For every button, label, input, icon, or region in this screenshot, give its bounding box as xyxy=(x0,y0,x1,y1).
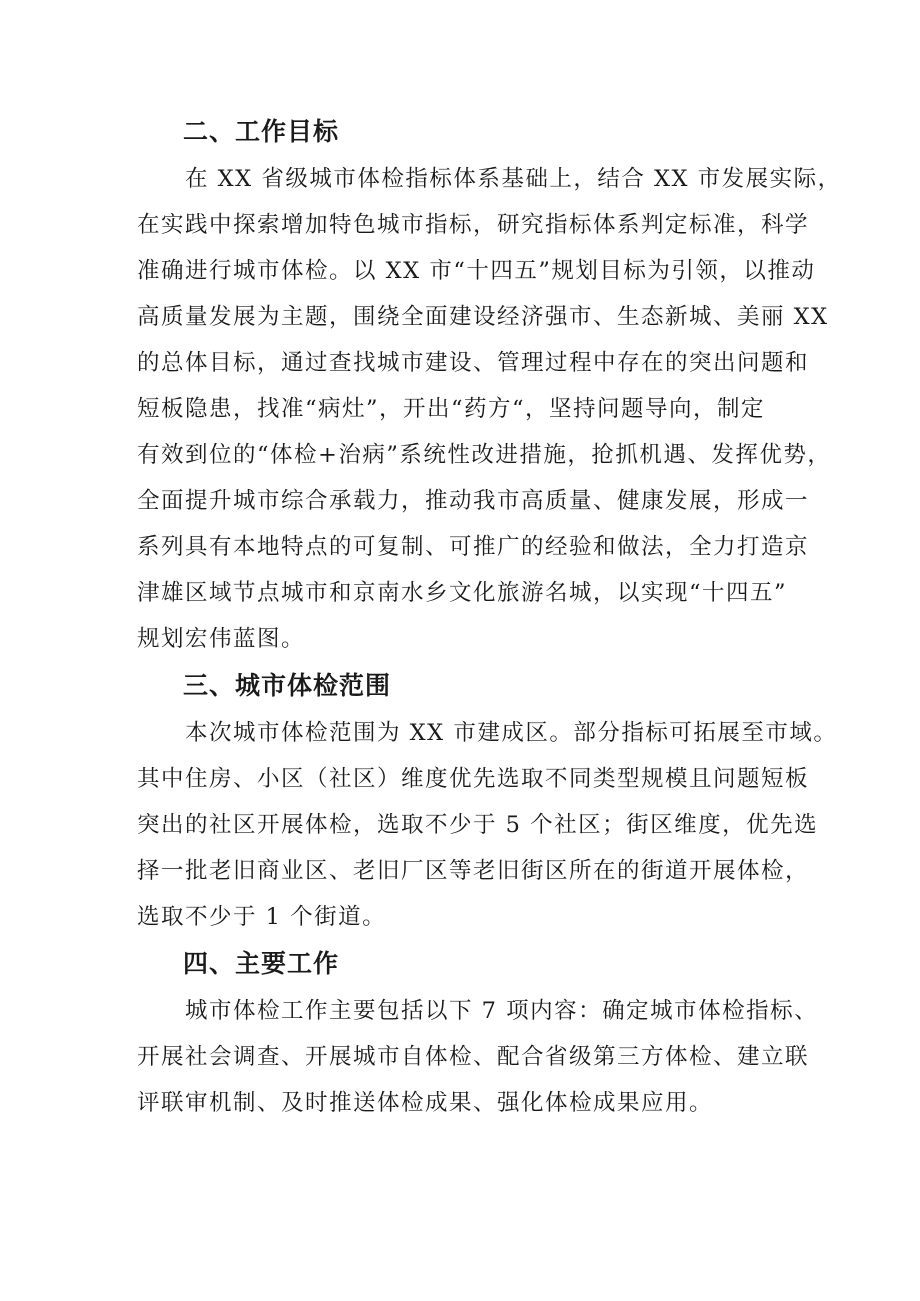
document-body xyxy=(137,112,842,1126)
paragraph-line: 津雄区域节点城市和京南水乡文化旅游名城，以实现“十四五” xyxy=(137,580,788,606)
paragraph-line: 系列具有本地特点的可复制、可推广的经验和做法，全力打造京 xyxy=(137,534,810,560)
paragraph-line: 择一批老旧商业区、老旧厂区等老旧街区所在的街道开展体检， xyxy=(137,858,810,884)
section-inspection-scope xyxy=(137,666,838,940)
paragraph-line: 开展社会调查、开展城市自体检、配合省级第三方体检、建立联 xyxy=(137,1044,810,1070)
section-heading: 三、城市体检范围 xyxy=(183,671,392,700)
section-heading: 四、主要工作 xyxy=(183,949,340,978)
paragraph-line: 短板隐患，找准“病灶”，开出“药方“，坚持问题导向，制定 xyxy=(137,396,766,422)
paragraph-line: 城市体检工作主要包括以下 7 项内容：确定城市体检指标、 xyxy=(185,998,819,1024)
paragraph-line: 评联审机制、及时推送体检成果、强化体检成果应用。 xyxy=(137,1090,714,1116)
section-heading: 二、工作目标 xyxy=(183,117,340,146)
paragraph-line: 的总体目标，通过查找城市建设、管理过程中存在的突出问题和 xyxy=(137,350,810,376)
paragraph-line: 本次城市体检范围为 XX 市建成区。部分指标可拓展至市域。 xyxy=(185,720,838,746)
paragraph-line: 高质量发展为主题，围绕全面建设经济强市、生态新城、美丽 XX xyxy=(137,304,829,330)
paragraph-line: 选取不少于 1 个街道。 xyxy=(137,904,387,930)
section-work-goals xyxy=(137,112,842,662)
paragraph-line: 在 XX 省级城市体检指标体系基础上，结合 XX 市发展实际， xyxy=(185,166,842,192)
paragraph-line: 有效到位的“体检+治病”系统性改进措施，抢抓机遇、发挥优势， xyxy=(137,442,832,468)
paragraph-line: 其中住房、小区（社区）维度优先选取不同类型规模且问题短板 xyxy=(137,766,810,792)
paragraph-line: 全面提升城市综合承载力，推动我市高质量、健康发展，形成一 xyxy=(137,488,810,514)
paragraph-line: 规划宏伟蓝图。 xyxy=(137,626,306,652)
paragraph-line: 突出的社区开展体检，选取不少于 5 个社区；街区维度，优先选 xyxy=(137,812,819,838)
paragraph-line: 准确进行城市体检。以 XX 市“十四五”规划目标为引领，以推动 xyxy=(137,258,816,284)
section-main-work xyxy=(137,944,819,1126)
paragraph-line: 在实践中探索增加特色城市指标，研究指标体系判定标准，科学 xyxy=(137,212,810,238)
